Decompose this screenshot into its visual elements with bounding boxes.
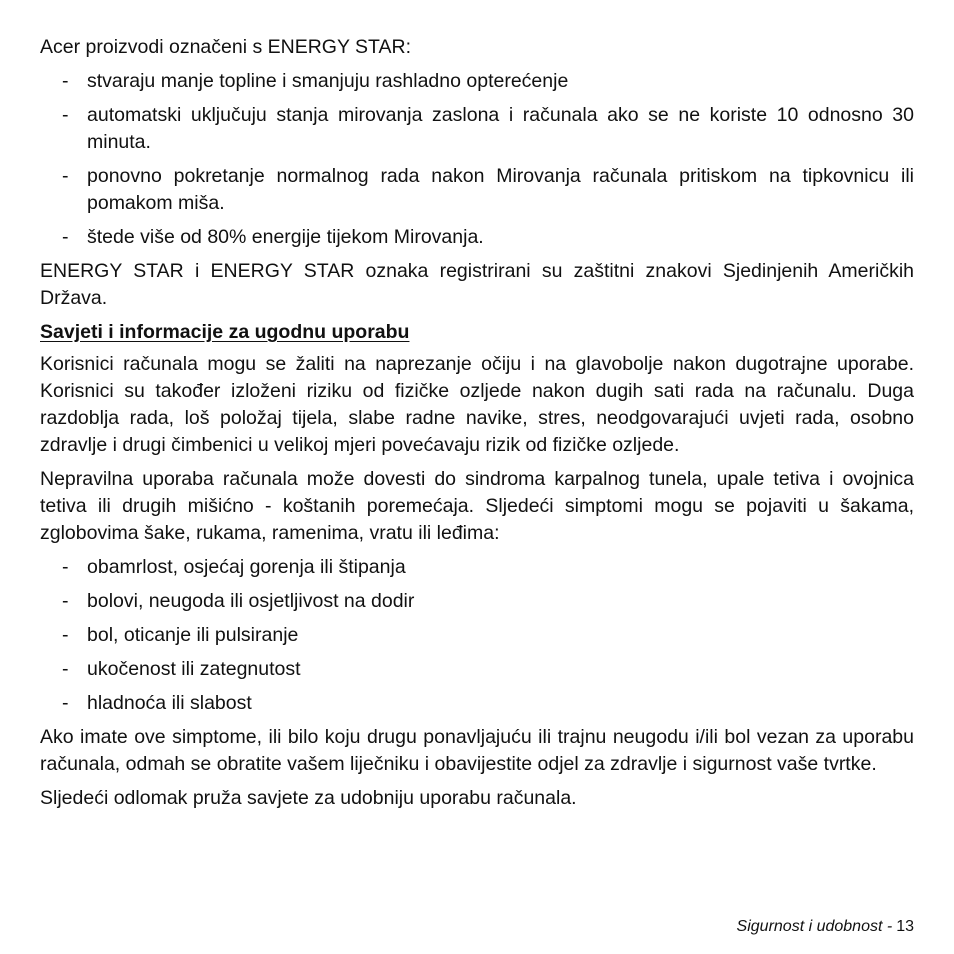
list-item (40, 622, 914, 649)
list-item-text: bol, oticanje ili pulsiranje (87, 624, 299, 646)
list-item-text: ukočenost ili zategnutost (87, 658, 301, 680)
list-item-text: obamrlost, osjećaj gorenja ili štipanja (87, 556, 406, 578)
dash-bullet: - (62, 165, 69, 187)
intro-text: Acer proizvodi označeni s ENERGY STAR: (40, 36, 412, 58)
document-page (40, 34, 914, 819)
section-heading: Savjeti i informacije za ugodnu uporabu (40, 321, 410, 343)
dash-bullet: - (62, 624, 69, 646)
list-item (40, 224, 914, 251)
list-item-text: automatski uključuju stanja mirovanja zaslona i računala ako se ne koriste 10 odnosno 30 minuta. (87, 104, 914, 153)
dash-bullet: - (62, 658, 69, 680)
dash-bullet: - (62, 104, 69, 126)
symptoms-list (40, 554, 914, 717)
paragraph-see-doctor: Ako imate ove simptome, ili bilo koju drugu ponavljajuću ili trajnu neugodu i/ili bol vezan za uporabu računala, odmah se obratite vašem liječniku i obavijestite odjel za zdravlje i sigurnost vaše tvrtke. (40, 726, 914, 775)
paragraph-eye-strain: Korisnici računala mogu se žaliti na naprezanje očiju i na glavobolje nakon dugotrajne uporabe. Korisnici su također izloženi riziku od fizičke ozljede nakon dugih sati rada na računalu. Duga razdoblja rada, loš položaj tijela, slabe radne navike, stres, neodgovarajući uvjeti rada, osobno zdravlje i drugi čimbenici u velikoj mjeri povećavaju rizik od fizičke ozljede. (40, 353, 914, 456)
energy-star-list (40, 68, 914, 251)
list-item-text: ponovno pokretanje normalnog rada nakon Mirovanja računala pritiskom na tipkovnicu ili pomakom miša. (87, 165, 914, 214)
dash-bullet: - (62, 70, 69, 92)
trademark-note: ENERGY STAR i ENERGY STAR oznaka registrirani su zaštitni znakovi Sjedinjenih Američkih Država. (40, 260, 914, 309)
list-item-text: stvaraju manje topline i smanjuju rashladno opterećenje (87, 70, 569, 92)
dash-bullet: - (62, 590, 69, 612)
list-item (40, 656, 914, 683)
list-item-text: štede više od 80% energije tijekom Mirovanja. (87, 226, 484, 248)
page-footer (737, 917, 914, 937)
list-item (40, 163, 914, 217)
list-item-text: bolovi, neugoda ili osjetljivost na dodir (87, 590, 415, 612)
paragraph-injury: Nepravilna uporaba računala može dovesti do sindroma karpalnog tunela, upale tetiva i ovojnica tetiva ili drugih mišićno - koštanih poremećaja. Sljedeći simptomi mogu se pojaviti u šakama, zglobovima šake, rukama, ramenima, vratu ili leđima: (40, 468, 914, 544)
page-number: 13 (896, 918, 914, 935)
list-item (40, 588, 914, 615)
list-item (40, 690, 914, 717)
paragraph-next-section: Sljedeći odlomak pruža savjete za udobniju uporabu računala. (40, 787, 577, 809)
dash-bullet: - (62, 556, 69, 578)
dash-bullet: - (62, 692, 69, 714)
footer-section-title: Sigurnost i udobnost - (736, 918, 893, 935)
dash-bullet: - (62, 226, 69, 248)
list-item (40, 68, 914, 95)
list-item (40, 554, 914, 581)
list-item (40, 102, 914, 156)
list-item-text: hladnoća ili slabost (87, 692, 252, 714)
